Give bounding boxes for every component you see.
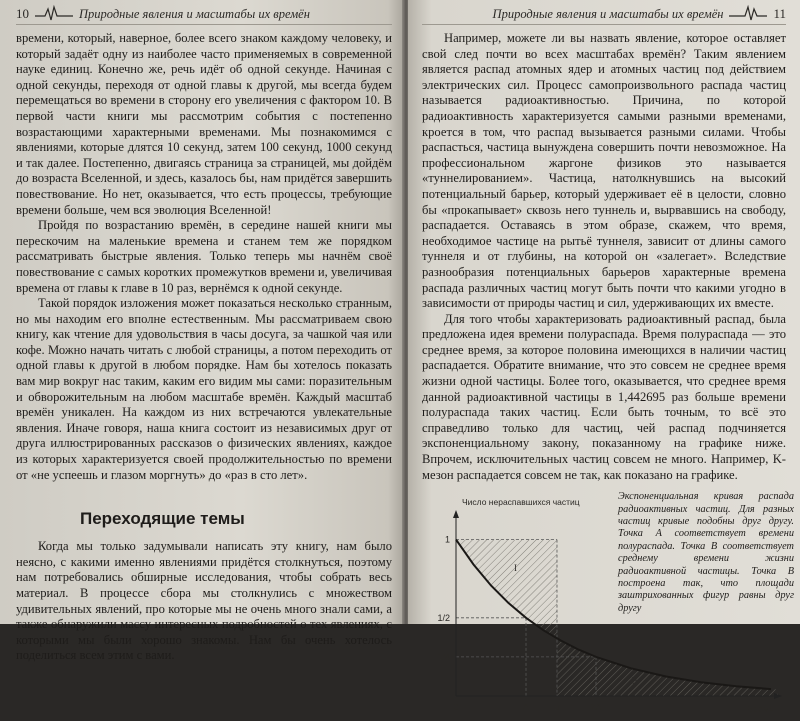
decay-figure xyxy=(422,491,794,721)
figure-caption: Экспоненциальная кривая распада радиоактивных частиц. Для разных частиц кривые подобны друг другу. Точка A соответствует времени полураспада. Точка B соответствует среднему времени жизни радиоактивной частицы. Точка B построена так, что площади заштрихованных фигур равны друг другу xyxy=(618,491,794,614)
region-label: I xyxy=(514,563,517,574)
y-tick-label: 1/4 xyxy=(437,652,450,663)
paragraph: Например, можете ли вы назвать явление, которое оставляет свой след почти во всех масштабах времён? Таким явлением является распад атомных ядер и атомных частиц под действием электрических сил. Процесс самопроизвольного распада частиц называется радиоактивностью. Причина, по которой радиоактивность характеризуется самыми разными временами, кроется в том, что распад вызывается разными силами. Чтобы распасться, частица вынуждена совершить почти невозможное. На профессиональном жаргоне физиков это называется «туннелированием». Частица, натолкнувшись на высокий потенциальный барьер, который удерживает её в целости, словно бы «прокапывает» сквозь него туннель и, вырвавшись на свободу, распадается. Оставаясь в этом образе, скажем, что время, необходимое частице на рытьё туннеля, зависит от длины самого туннеля и от глубины, на которой он «залегает». Вследствие разнообразия потенциальных барьеров характерные времена распада различных частиц могут быть почти что какими угодно в зависимости от природы частиц и сил, удерживающих их вместе. xyxy=(422,31,786,311)
x-tick-label: 0 xyxy=(453,702,459,713)
heartbeat-icon xyxy=(35,5,73,23)
x-tick-labels xyxy=(453,702,601,712)
y-tick-label: 1 xyxy=(444,534,450,545)
right-page xyxy=(408,0,800,715)
y-axis-arrow xyxy=(453,510,459,518)
hatched-region-i xyxy=(456,540,557,639)
paragraph: Такой порядок изложения может показаться несколько странным, но мы находим его вполне естественным. Мы рассматриваем свою книгу, как чтение для удовольствия в часы досуга, за чашкой чая или кофе. Можно начать читать с любой страницы, а потом переходить от одной главы к другой в любом порядке. Нам бы хотелось показать вам мир вокруг нас таким, каким его видим мы сами: поразительным и обворожительным на любом масштабе времён. Каждый масштаб времён уникален. На каждом из них встречаются увлекательные явления. Иначе говоря, наша книга состоит из независимых друг от друга иллюстрированных рассказов о физических явлениях, каждое из которых характеризуется своей продолжительностью по времени от «не успеешь и глазом моргнуть» до «раз в сто лет». xyxy=(16,296,392,482)
right-running-head xyxy=(422,4,786,25)
x-axis-label: Время xyxy=(746,704,774,715)
section-title: Переходящие темы xyxy=(80,509,245,529)
running-head-title: Природные явления и масштабы их времён xyxy=(492,6,724,21)
paragraph: Для того чтобы характеризовать радиоактивный распад, была предложена идея времени полураспада. Время полураспада — это среднее время, за которое половина имеющихся в наличии частиц распадается. Обратите внимание, что это совсем не среднее время жизни одной частицы. Более того, оказывается, что среднее время данной радиоактивной частицы в 1,442695 раз больше времени полураспада таких частиц. Если быть точным, то всё это справедливо только для частиц, чей распад подчиняется экспоненциальному закону, показанному на графике ниже. Впрочем, исключительных частиц совсем не много. Например, K-мезон распадается совсем не так, как показано на графике. xyxy=(422,311,786,482)
heartbeat-icon xyxy=(729,5,767,23)
y-tick-labels xyxy=(437,535,450,662)
y-axis-label: Число нераспавшихся частиц xyxy=(462,497,580,508)
left-page xyxy=(0,0,404,663)
page-number: 10 xyxy=(16,6,29,21)
x-tick-label: 2A xyxy=(590,702,602,713)
region-label: II xyxy=(631,675,638,686)
x-tick-label: A xyxy=(522,702,530,713)
paragraph: времени, который, наверное, более всего знаком каждому человеку, и который задаёт одну из наиболее часто применяемых в современной науке единиц. Конечно же, речь идёт об одной секунде. Начиная с одной секунды, переходя от одной главы к другой, мы всегда будем перемещаться во времени в сторону его увеличения с фактором 10. В первой части книги мы рассмотрим события с постепенно возрастающими характерными временами. Мы познакомимся с явлениями, которые длятся 10 секунд, затем 100 секунд, 1000 секунд и так далее. Постепенно, двигаясь страница за страницей, мы дойдём до возраста Вселенной, и здесь, казалось бы, нам придётся завершить повествование. Но нет, оказывается, что есть процессы, требующие времени больше, чем вся эволюция Вселенной! xyxy=(16,31,393,217)
x-axis-arrow xyxy=(774,693,782,699)
left-running-head xyxy=(16,4,392,25)
paragraph: Пройдя по возрастанию времён, в середине нашей книги мы перескочим на маленькие времена и станем тем же порядком рассматривать быстрые явления. Только теперь мы начнём своё повествование с самых коротких промежутков времени и, увеличивая времена от главы к главе в 10 раз, вернёмся к одной секунде. xyxy=(16,218,392,295)
y-tick-label: 1/2 xyxy=(437,613,450,624)
running-head-title: Природные явления и масштабы их времён xyxy=(79,6,310,21)
page-number: 11 xyxy=(773,6,786,21)
x-tick-label: B xyxy=(553,702,560,713)
paragraph: Когда мы только задумывали написать эту книгу, нам было неясно, с какими именно явлениями придётся столкнуться, поэтому нам потребовались обширные исследования, чтобы собрать весь материал. В процессе сбора мы столкнулись с множеством удивительных явлений, про которые мы не очень много знали сами, а также обнаружили массу интересных подробностей о тех явлениях, с которыми мы были хорошо знакомы. Нам бы очень хотелось поделиться всем этим с вами. xyxy=(16,539,392,663)
